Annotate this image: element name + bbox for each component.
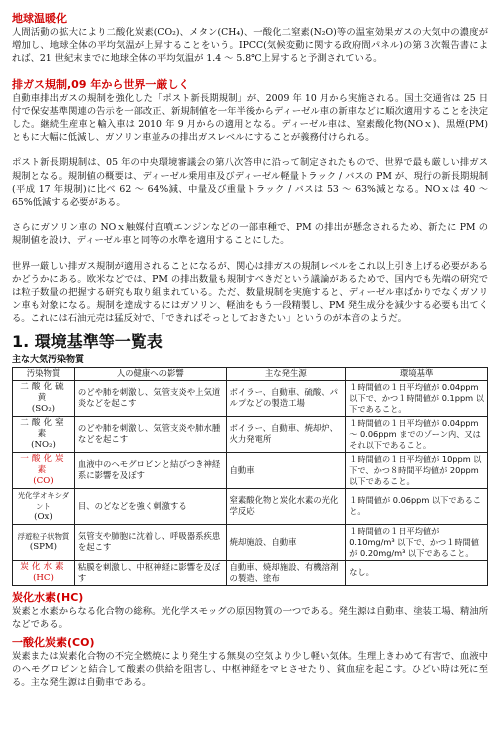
pollutant-name: 一酸化炭素: [20, 453, 67, 475]
pollutant-formula: (SO₂): [31, 403, 55, 414]
header-environmental-standard: 環境基準: [346, 367, 488, 380]
pollutant-formula: (SPM): [29, 542, 58, 553]
header-pollutant: 汚染物質: [13, 367, 75, 380]
cell-health-effect: 目、のどなどを強く刺激する: [74, 488, 226, 524]
table-row: [13, 488, 488, 524]
pollutant-name: 浮遊粒子状物質: [17, 532, 70, 542]
paragraph-emission-3: さらにガソリン車の NOｘ触媒付直噴エンジンなどの一部車種で、PM の排出が懸念されるため、新たに PM の規制値を設け、ディーゼル車と同等の水準を適用することにした。: [12, 222, 488, 247]
cell-main-source: 自動車: [226, 452, 346, 488]
section-title-standards: 1. 環境基準等一覧表: [12, 331, 163, 351]
table-row: [13, 560, 488, 585]
table-row: [13, 452, 488, 488]
pollutant-formula: (Ox): [34, 511, 53, 522]
paragraph-carbon-monoxide: 炭素または炭素化合物の不完全燃焼により発生する無臭の空気より少し軽い気体。生理上きわめて有害で、血液中のヘモグロビンと結合して酸素の供給を阻害し、中枢神経をマヒさせたり、貧血症を起こす。ひどい時は死に至る。主な発生源は自動車である。: [12, 651, 488, 689]
cell-environmental-standard: １時間値の１日平均値が 0.10mg/m³ 以下で、かつ１時間値が 0.20mg/m³ 以下であること。: [346, 524, 488, 560]
cell-main-source: 焼却施設、自動車: [226, 524, 346, 560]
pollutant-name: 二酸化窒素: [20, 417, 67, 439]
cell-environmental-standard: １時間値の１日平均値が 0.04ppm ～ 0.06ppm までのゾーン内、又はそれ以下であること。: [346, 416, 488, 452]
cell-health-effect: 血液中のヘモグロビンと結びつき神経系に影響を及ぼす: [74, 452, 226, 488]
header-main-source: 主な発生源: [226, 367, 346, 380]
cell-health-effect: 気管支や肺胞に沈着し、呼吸器系疾患を起こす: [74, 524, 226, 560]
paragraph-global-warming: 人間活動の拡大により二酸化炭素(CO₂)、メタン(CH₄)、一酸化二窒素(N₂O)等の温室効果ガスの大気中の濃度が増加し、地球全体の平均気温が上昇することをいう。IPCC(気候変動に関する政府間パネル)の第３次報告書によれば、21 世紀末までに地球全体の平均気温が 1.4 ～ 5.8℃上昇すると予測されている。: [12, 27, 488, 65]
paragraph-hydrocarbon: 炭素と水素からなる化合物の総称。光化学スモッグの原因物質の一つである。発生源は自動車、塗装工場、精油所などである。: [12, 605, 488, 630]
cell-pollutant: [13, 452, 75, 488]
pollutant-standards-table: [12, 367, 488, 586]
header-health-effect: 人の健康への影響: [74, 367, 226, 380]
cell-pollutant: [13, 380, 75, 416]
cell-pollutant: [13, 416, 75, 452]
table-row: [13, 380, 488, 416]
cell-pollutant: [13, 560, 75, 585]
section-subtitle-pollutants: 主な大気汚染物質: [12, 354, 85, 365]
heading-carbon-monoxide: 一酸化炭素(CO): [12, 636, 95, 650]
cell-health-effect: 粘膜を刺激し、中枢神経に影響を及ぼす: [74, 560, 226, 585]
heading-hydrocarbon: 炭化水素(HC): [12, 590, 84, 604]
pollutant-formula: (CO): [33, 475, 54, 486]
cell-main-source: ボイラー、自動車、焼却炉、火力発電所: [226, 416, 346, 452]
cell-environmental-standard: １時間値の１日平均値が 0.04ppm 以下で、かつ１時間値が 0.1ppm 以下であること。: [346, 380, 488, 416]
cell-main-source: ボイラー、自動車、硫酸、パルプなどの製造工場: [226, 380, 346, 416]
cell-pollutant: [13, 524, 75, 560]
pollutant-name: 炭化水素: [20, 561, 67, 572]
heading-global-warming: 地球温暖化: [12, 12, 67, 25]
pollutant-formula: (NO₂): [31, 439, 56, 450]
table-header-row: [13, 367, 488, 380]
paragraph-emission-2: ポスト新長期規制は、05 年の中央環境審議会の第八次答申に沿って制定されたもので、世界で最も厳しい排ガス規制となる。規制値の概要は、ディーゼル乗用車及びディーゼル軽量トラック / バスの PM が、現行の新長期規制(平成 17 年規制)に比べ 62 ～ 64%減、中量及び重量トラック / バスは 53 ～ 63%減となる。NOｘは 40 ～ 65%低減する必要がある。: [12, 157, 488, 209]
paragraph-emission-1: 自動車排出ガスの規制を強化した「ポスト新長期規制」が、2009 年 10 月から実施される。国土交通省は 25 日付で保安基準関連の告示を一部改正、新規制値を一年半後からディーゼル車の新車などに順次適用することを決定した。継続生産車と輸入車は 2010 年 9 月からの適用となる。ディーゼル車は、窒素酸化物(NOｘ)、黒煙(PM)ともに大幅に低減し、ガソリン車並みの排出ガスレベルにすることが義務付けられる。: [12, 92, 488, 144]
cell-health-effect: のどや肺を刺激し、気管支炎や上気道炎などを起こす: [74, 380, 226, 416]
table-row: [13, 524, 488, 560]
table-row: [13, 416, 488, 452]
cell-health-effect: のどや肺を刺激し、気管支炎や肺水腫などを起こす: [74, 416, 226, 452]
pollutant-name: 光化学オキシダント: [17, 490, 70, 511]
pollutant-formula: (HC): [33, 572, 54, 583]
paragraph-emission-4: 世界一厳しい排ガス規制が適用されることになるが、関心は排ガスの規制レベルをこれ以上引き上げる必要があるかどうかにある。欧米などでは、PM の排出数量も規制すべきだという議論があるためで、国内でも先端の研究では粒子数量の把握する研究も取り組まれている。ただ、数量規制を実施すると、ディーゼル車ばかりでなくガソリン車も対象になる。規制を達成するにはガソリン、軽油をもう一段精製し、PM 発生成分を減少する必要も出てくる。これには石油元売は猛反対で、「できればそっとしておきたい」というのが本音のようだ。: [12, 260, 488, 325]
heading-emission-regulation: 排ガス規制,09 年から世界一厳しく: [12, 77, 190, 91]
cell-environmental-standard: １時間値の１日平均値が 10ppm 以下で、かつ８時間平均値が 20ppm 以下であること。: [346, 452, 488, 488]
pollutant-name: 二酸化硫黄: [20, 381, 67, 403]
cell-main-source: 自動車、焼却施設、有機溶剤の製造、塗布: [226, 560, 346, 585]
cell-pollutant: [13, 488, 75, 524]
cell-environmental-standard: なし。: [346, 560, 488, 585]
cell-main-source: 窒素酸化物と炭化水素の光化学反応: [226, 488, 346, 524]
cell-environmental-standard: １時間値が 0.06ppm 以下であること。: [346, 488, 488, 524]
